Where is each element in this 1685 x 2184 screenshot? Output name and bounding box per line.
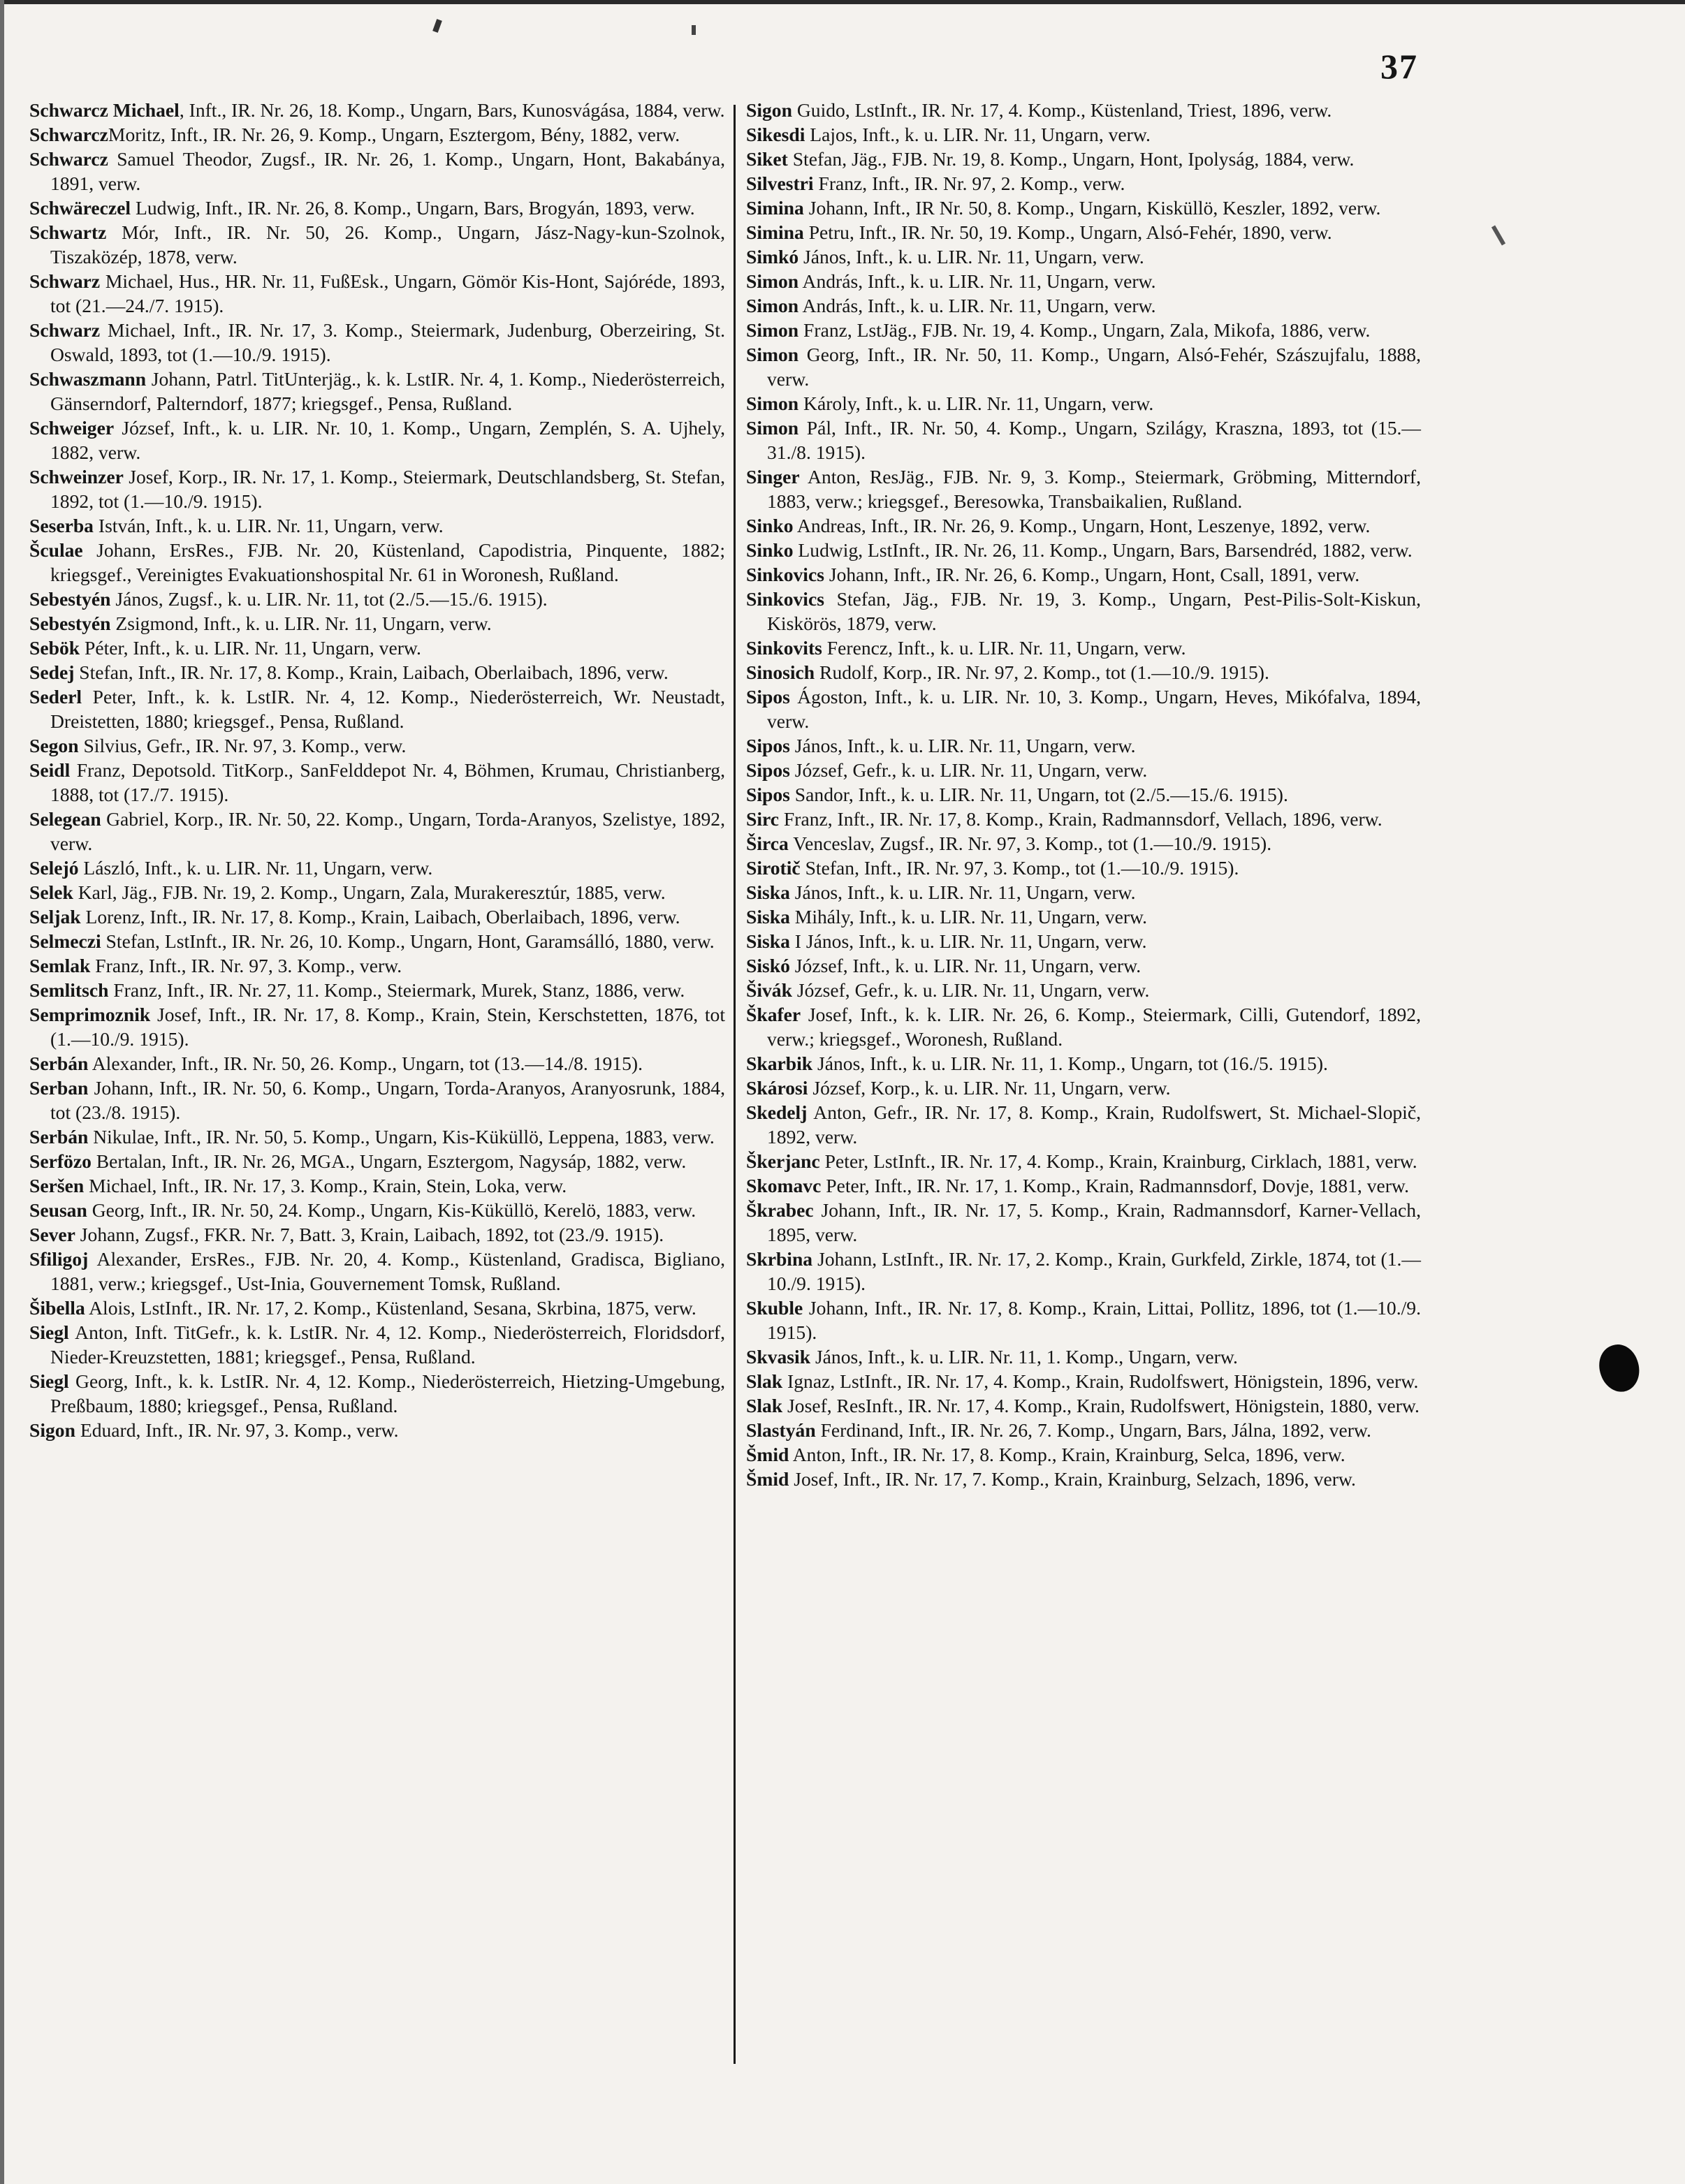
entry-details: József, Korp., k. u. LIR. Nr. 11, Ungarn, verw.	[808, 1077, 1171, 1099]
register-entry	[746, 98, 1421, 122]
entry-surname: Semlak	[29, 955, 91, 976]
entry-details: Johann, LstInft., IR. Nr. 17, 2. Komp., Krain, Gurkfeld, Zirkle, 1874, tot (1.—10./9. 1915).	[767, 1248, 1421, 1294]
entry-surname: Simon	[746, 417, 799, 439]
register-entry	[29, 733, 725, 758]
register-entry	[746, 1051, 1421, 1076]
register-entry	[746, 684, 1421, 733]
register-entry	[746, 293, 1421, 318]
right-column	[746, 98, 1421, 1491]
entry-surname: Segon	[29, 735, 79, 756]
register-entry	[29, 978, 725, 1002]
entry-details: András, Inft., k. u. LIR. Nr. 11, Ungarn, verw.	[798, 295, 1156, 316]
entry-details: Karl, Jäg., FJB. Nr. 19, 2. Komp., Ungarn, Zala, Murakeresztúr, 1885, verw.	[73, 881, 666, 903]
entry-surname: Skuble	[746, 1297, 803, 1319]
register-entry	[29, 684, 725, 733]
entry-surname: Šmid	[746, 1444, 789, 1465]
entry-details: Andreas, Inft., IR. Nr. 26, 9. Komp., Ungarn, Hont, Leszenye, 1892, verw.	[793, 515, 1371, 536]
register-entry	[746, 636, 1421, 660]
register-entry	[746, 880, 1421, 904]
register-entry	[29, 1418, 725, 1442]
entry-details: , Inft., IR. Nr. 26, 18. Komp., Ungarn, Bars, Kunosvágása, 1884, verw.	[179, 99, 725, 121]
register-entry	[746, 464, 1421, 513]
entry-surname: Šibella	[29, 1297, 85, 1319]
entry-details: Stefan, Jäg., FJB. Nr. 19, 8. Komp., Ungarn, Hont, Ipolyság, 1884, verw.	[787, 148, 1355, 170]
register-entry	[29, 1149, 725, 1173]
register-entry	[746, 1100, 1421, 1149]
entry-details: László, Inft., k. u. LIR. Nr. 11, Ungarn, verw.	[78, 857, 433, 879]
entry-details: Franz, Depotsold. TitKorp., SanFelddepot Nr. 4, Böhmen, Krumau, Christianberg, 1888, tot (17./7. 1915).	[50, 759, 725, 805]
register-entry	[746, 538, 1421, 562]
entry-details: Rudolf, Korp., IR. Nr. 97, 2. Komp., tot (1.—10./9. 1915).	[815, 661, 1269, 683]
entry-details: Pál, Inft., IR. Nr. 50, 4. Komp., Ungarn, Szilágy, Kraszna, 1893, tot (15.—31./8. 1915).	[767, 417, 1421, 463]
entry-details: Johann, Inft., IR Nr. 50, 8. Komp., Ungarn, Kisküllö, Keszler, 1892, verw.	[803, 197, 1381, 219]
entry-details: János, Inft., k. u. LIR. Nr. 11, Ungarn, verw.	[798, 246, 1144, 267]
entry-details: András, Inft., k. u. LIR. Nr. 11, Ungarn, verw.	[798, 270, 1156, 292]
entry-details: Josef, Inft., IR. Nr. 17, 7. Komp., Krain, Krainburg, Selzach, 1896, verw.	[789, 1468, 1356, 1490]
register-entry	[29, 122, 725, 147]
register-entry	[29, 904, 725, 929]
register-entry	[29, 953, 725, 978]
entry-surname: Skvasik	[746, 1346, 811, 1368]
entry-details: Michael, Inft., IR. Nr. 17, 3. Komp., Steiermark, Judenburg, Oberzeiring, St. Oswald, 1893, tot (1.—10./9. 1915).	[50, 319, 725, 365]
entry-details: Anton, Gefr., IR. Nr. 17, 8. Komp., Krain, Rudolfswert, St. Michael-Slopič, 1892, verw.	[767, 1101, 1421, 1148]
entry-surname: Schwäreczel	[29, 197, 131, 219]
register-entry	[746, 1149, 1421, 1173]
entry-surname: Semlitsch	[29, 979, 109, 1001]
entry-surname: Simina	[746, 197, 804, 219]
register-entry	[746, 1296, 1421, 1344]
entry-details: Moritz, Inft., IR. Nr. 26, 9. Komp., Ungarn, Esztergom, Bény, 1882, verw.	[108, 124, 680, 145]
register-entry	[29, 98, 725, 122]
entry-details: Franz, Inft., IR. Nr. 27, 11. Komp., Steiermark, Murek, Stanz, 1886, verw.	[108, 979, 685, 1001]
entry-surname: Šmid	[746, 1468, 789, 1490]
entry-details: István, Inft., k. u. LIR. Nr. 11, Ungarn, verw.	[93, 515, 444, 536]
entry-surname: Sever	[29, 1224, 75, 1245]
entry-details: Ignaz, LstInft., IR. Nr. 17, 4. Komp., Krain, Rudolfswert, Hönigstein, 1896, verw.	[782, 1370, 1419, 1392]
entry-surname: Schweinzer	[29, 466, 124, 488]
register-entry	[29, 1198, 725, 1222]
register-entry	[746, 1076, 1421, 1100]
entry-details: Johann, Zugsf., FKR. Nr. 7, Batt. 3, Krain, Laibach, 1892, tot (23./9. 1915).	[75, 1224, 664, 1245]
register-entry	[746, 269, 1421, 293]
entry-surname: Škafer	[746, 1004, 801, 1025]
register-entry	[29, 220, 725, 269]
entry-details: József, Inft., k. u. LIR. Nr. 10, 1. Komp., Ungarn, Zemplén, S. A. Ujhely, 1882, verw.	[50, 417, 725, 463]
page-number: 37	[1380, 47, 1418, 86]
register-entry	[29, 807, 725, 856]
entry-details: Johann, ErsRes., FJB. Nr. 20, Küstenland, Capodistria, Pinquente, 1882; kriegsgef., Vereinigtes Evakuationshospital Nr. 61 in Woronesh, Rußland.	[50, 539, 725, 585]
entry-surname: Škrabec	[746, 1199, 814, 1221]
entry-details: Mór, Inft., IR. Nr. 50, 26. Komp., Ungarn, Jász-Nagy-kun-Szolnok, Tiszaközép, 1878, verw.	[50, 221, 725, 267]
entry-surname: Singer	[746, 466, 800, 488]
entry-surname: Serban	[29, 1077, 89, 1099]
register-entry	[29, 929, 725, 953]
entry-details: Stefan, Inft., IR. Nr. 97, 3. Komp., tot (1.—10./9. 1915).	[800, 857, 1239, 879]
entry-surname: Schweiger	[29, 417, 115, 439]
entry-details: Josef, ResInft., IR. Nr. 17, 4. Komp., Krain, Rudolfswert, Hönigstein, 1880, verw.	[782, 1395, 1420, 1416]
entry-surname: Serbán	[29, 1126, 89, 1148]
register-entry	[746, 660, 1421, 684]
register-entry	[29, 660, 725, 684]
entry-details: János, Zugsf., k. u. LIR. Nr. 11, tot (2./5.—15./6. 1915).	[110, 588, 548, 610]
entry-surname: Simon	[746, 295, 799, 316]
entry-surname: Schwarcz	[29, 124, 108, 145]
entry-surname: Selmeczi	[29, 930, 101, 952]
entry-details: Stefan, Jäg., FJB. Nr. 19, 3. Komp., Ungarn, Pest-Pilis-Solt-Kiskun, Kiskörös, 1879, verw.	[767, 588, 1421, 634]
entry-surname: Schwarz	[29, 270, 101, 292]
entry-details: Stefan, Inft., IR. Nr. 17, 8. Komp., Krain, Laibach, Oberlaibach, 1896, verw.	[74, 661, 669, 683]
entry-details: Josef, Korp., IR. Nr. 17, 1. Komp., Steiermark, Deutschlandsberg, St. Stefan, 1892, tot (1.—10./9. 1915).	[50, 466, 725, 512]
register-entry	[29, 611, 725, 636]
entry-details: Johann, Inft., IR. Nr. 17, 5. Komp., Krain, Radmannsdorf, Karner-Vellach, 1895, verw.	[767, 1199, 1421, 1245]
entry-details: Anton, Inft., IR. Nr. 17, 8. Komp., Krain, Krainburg, Selca, 1896, verw.	[789, 1444, 1345, 1465]
entry-details: Mihály, Inft., k. u. LIR. Nr. 11, Ungarn, verw.	[789, 906, 1148, 928]
entry-surname: Skedelj	[746, 1101, 808, 1123]
entry-surname: Schwarz	[29, 319, 101, 341]
entry-details: Franz, LstJäg., FJB. Nr. 19, 4. Komp., Ungarn, Zala, Mikofa, 1886, verw.	[798, 319, 1371, 341]
entry-surname: Simon	[746, 319, 799, 341]
entry-details: Lorenz, Inft., IR. Nr. 17, 8. Komp., Krain, Laibach, Oberlaibach, 1896, verw.	[80, 906, 680, 928]
scan-mark	[1491, 226, 1505, 246]
entry-details: Ludwig, Inft., IR. Nr. 26, 8. Komp., Ungarn, Bars, Brogyán, 1893, verw.	[131, 197, 695, 219]
entry-surname: Sebestyén	[29, 613, 111, 634]
entry-details: Michael, Hus., HR. Nr. 11, FußEsk., Ungarn, Gömör Kis-Hont, Sajóréde, 1893, tot (21.—24./7. 1915).	[50, 270, 725, 316]
entry-details: I János, Inft., k. u. LIR. Nr. 11, Ungarn, verw.	[789, 930, 1147, 952]
register-entry	[746, 416, 1421, 464]
scan-mark	[692, 25, 696, 35]
entry-details: Ferdinand, Inft., IR. Nr. 26, 7. Komp., Ungarn, Bars, Jálna, 1892, verw.	[815, 1419, 1371, 1441]
entry-surname: Silvestri	[746, 173, 814, 194]
register-entry	[746, 929, 1421, 953]
register-entry	[746, 513, 1421, 538]
register-entry	[746, 856, 1421, 880]
entry-surname: Slastyán	[746, 1419, 816, 1441]
entry-surname: Škerjanc	[746, 1150, 820, 1172]
register-entry	[746, 244, 1421, 269]
entry-surname: Širca	[746, 833, 789, 854]
register-entry	[29, 1076, 725, 1124]
entry-details: János, Inft., k. u. LIR. Nr. 11, 1. Komp., Ungarn, tot (16./5. 1915).	[812, 1053, 1328, 1074]
register-entry	[29, 269, 725, 318]
entry-details: Michael, Inft., IR. Nr. 17, 3. Komp., Krain, Stein, Loka, verw.	[84, 1175, 567, 1196]
entry-details: Stefan, LstInft., IR. Nr. 26, 10. Komp., Ungarn, Hont, Garamsálló, 1880, verw.	[101, 930, 715, 952]
register-entry	[29, 587, 725, 611]
entry-surname: Sigon	[29, 1419, 75, 1441]
register-entry	[29, 367, 725, 416]
entry-surname: Sebök	[29, 637, 80, 659]
entry-surname: Schwarcz	[29, 148, 108, 170]
entry-details: Franz, Inft., IR. Nr. 97, 2. Komp., verw.	[813, 173, 1125, 194]
entry-surname: Slak	[746, 1370, 783, 1392]
register-entry	[746, 831, 1421, 856]
entry-surname: Skarbik	[746, 1053, 813, 1074]
entry-surname: Seusan	[29, 1199, 87, 1221]
entry-details: Ludwig, LstInft., IR. Nr. 26, 11. Komp., Ungarn, Bars, Barsendréd, 1882, verw.	[793, 539, 1413, 561]
entry-details: Sandor, Inft., k. u. LIR. Nr. 11, Ungarn, tot (2./5.—15./6. 1915).	[789, 784, 1288, 805]
entry-details: Károly, Inft., k. u. LIR. Nr. 11, Ungarn, verw.	[798, 393, 1154, 414]
register-entry	[29, 538, 725, 587]
entry-details: Johann, Inft., IR. Nr. 17, 8. Komp., Krain, Littai, Pollitz, 1896, tot (1.—10./9. 1915).	[767, 1297, 1421, 1343]
register-entry	[29, 1320, 725, 1369]
column-divider	[734, 105, 736, 2064]
register-entry	[746, 978, 1421, 1002]
entry-details: Alexander, ErsRes., FJB. Nr. 20, 4. Komp., Küstenland, Gradisca, Bigliano, 1881, verw.; kriegsgef., Ust-Inia, Gouvernement Tomsk, Rußland.	[50, 1248, 725, 1294]
entry-surname: Sipos	[746, 759, 790, 781]
register-entry	[746, 562, 1421, 587]
entry-surname: Sinko	[746, 539, 794, 561]
entry-details: Johann, Inft., IR. Nr. 26, 6. Komp., Ungarn, Hont, Csall, 1891, verw.	[824, 564, 1360, 585]
entry-details: Guido, LstInft., IR. Nr. 17, 4. Komp., Küstenland, Triest, 1896, verw.	[792, 99, 1332, 121]
register-entry	[29, 513, 725, 538]
entry-surname: Sirotič	[746, 857, 801, 879]
register-entry	[29, 636, 725, 660]
register-entry	[746, 1442, 1421, 1467]
entry-surname: Seršen	[29, 1175, 85, 1196]
entry-surname: Siegl	[29, 1321, 69, 1343]
register-entry	[746, 1418, 1421, 1442]
register-entry	[746, 342, 1421, 391]
entry-details: Silvius, Gefr., IR. Nr. 97, 3. Komp., verw.	[78, 735, 407, 756]
entry-surname: Sinosich	[746, 661, 815, 683]
register-entry	[29, 758, 725, 807]
entry-details: János, Inft., k. u. LIR. Nr. 11, 1. Komp., Ungarn, verw.	[810, 1346, 1238, 1368]
entry-surname: Seljak	[29, 906, 81, 928]
entry-surname: Sikesdi	[746, 124, 805, 145]
register-entry	[746, 220, 1421, 244]
entry-surname: Sirc	[746, 808, 780, 830]
register-entry	[29, 416, 725, 464]
entry-surname: Serfözo	[29, 1150, 92, 1172]
entry-surname: Selejó	[29, 857, 79, 879]
entry-surname: Seserba	[29, 515, 94, 536]
entry-surname: Sipos	[746, 735, 790, 756]
entry-details: Josef, Inft., k. k. LIR. Nr. 26, 6. Komp., Steiermark, Cilli, Gutendorf, 1892, verw.; kriegsgef., Woronesh, Rußland.	[767, 1004, 1421, 1050]
entry-details: Bertalan, Inft., IR. Nr. 26, MGA., Ungarn, Esztergom, Nagysáp, 1882, verw.	[91, 1150, 687, 1172]
entry-details: Johann, Patrl. TitUnterjäg., k. k. LstIR. Nr. 4, 1. Komp., Niederösterreich, Gänserndorf, Palterndorf, 1877; kriegsgef., Pensa, Rußland.	[50, 368, 725, 414]
register-entry	[29, 196, 725, 220]
entry-surname: Šivák	[746, 979, 792, 1001]
entry-details: János, Inft., k. u. LIR. Nr. 11, Ungarn, verw.	[789, 881, 1136, 903]
entry-details: Georg, Inft., IR. Nr. 50, 24. Komp., Ungarn, Kis-Küküllö, Kerelö, 1883, verw.	[87, 1199, 696, 1221]
register-entry	[746, 1369, 1421, 1393]
register-entry	[29, 880, 725, 904]
entry-details: Alexander, Inft., IR. Nr. 50, 26. Komp., Ungarn, tot (13.—14./8. 1915).	[88, 1053, 643, 1074]
register-entry	[746, 807, 1421, 831]
entry-surname: Schwaszmann	[29, 368, 147, 390]
entry-details: Franz, Inft., IR. Nr. 17, 8. Komp., Krain, Radmannsdorf, Vellach, 1896, verw.	[779, 808, 1383, 830]
entry-details: Venceslav, Zugsf., IR. Nr. 97, 3. Komp., tot (1.—10./9. 1915).	[788, 833, 1272, 854]
entry-surname: Simina	[746, 221, 804, 243]
entry-surname: Seidl	[29, 759, 71, 781]
entry-surname: Sinkovits	[746, 637, 822, 659]
entry-surname: Serbán	[29, 1053, 89, 1074]
register-entry	[29, 1124, 725, 1149]
register-entry	[746, 1344, 1421, 1369]
entry-details: Zsigmond, Inft., k. u. LIR. Nr. 11, Ungarn, verw.	[110, 613, 492, 634]
entry-surname: Skárosi	[746, 1077, 808, 1099]
scan-mark	[432, 19, 442, 33]
entry-details: Johann, Inft., IR. Nr. 50, 6. Komp., Ungarn, Torda-Aranyos, Aranyosrunk, 1884, tot (23./8. 1915).	[50, 1077, 725, 1123]
register-entry	[746, 587, 1421, 636]
entry-details: Petru, Inft., IR. Nr. 50, 19. Komp., Ungarn, Alsó-Fehér, 1890, verw.	[803, 221, 1332, 243]
entry-details: Georg, Inft., IR. Nr. 50, 11. Komp., Ungarn, Alsó-Fehér, Szászujfalu, 1888, verw.	[767, 344, 1421, 390]
entry-surname: Selek	[29, 881, 73, 903]
entry-details: Josef, Inft., IR. Nr. 17, 8. Komp., Krain, Stein, Kerschstetten, 1876, tot (1.—10./9. 1915).	[50, 1004, 725, 1050]
entry-details: Georg, Inft., k. k. LstIR. Nr. 4, 12. Komp., Niederösterreich, Hietzing-Umgebung, Preßbaum, 1880; kriegsgef., Pensa, Rußland.	[50, 1370, 725, 1416]
entry-details: Alois, LstInft., IR. Nr. 17, 2. Komp., Küstenland, Sesana, Skrbina, 1875, verw.	[85, 1297, 696, 1319]
register-entry	[29, 1222, 725, 1247]
register-entry	[746, 391, 1421, 416]
entry-details: József, Gefr., k. u. LIR. Nr. 11, Ungarn, verw.	[792, 979, 1150, 1001]
register-entry	[746, 122, 1421, 147]
register-entry	[29, 1296, 725, 1320]
entry-details: Ágoston, Inft., k. u. LIR. Nr. 10, 3. Komp., Ungarn, Heves, Mikófalva, 1894, verw.	[767, 686, 1421, 732]
entry-details: József, Gefr., k. u. LIR. Nr. 11, Ungarn, verw.	[789, 759, 1148, 781]
entry-surname: Sipos	[746, 686, 790, 708]
register-entry	[746, 147, 1421, 171]
register-entry	[746, 758, 1421, 782]
entry-surname: Simon	[746, 270, 799, 292]
register-entry	[746, 782, 1421, 807]
entry-surname: Siska	[746, 906, 790, 928]
register-entry	[746, 953, 1421, 978]
register-entry	[29, 1002, 725, 1051]
register-entry	[29, 147, 725, 196]
scan-edge-top	[0, 0, 1685, 4]
entry-surname: Sinkovics	[746, 588, 824, 610]
entry-surname: Schwarcz Michael	[29, 99, 180, 121]
entry-surname: Šculae	[29, 539, 83, 561]
entry-details: Eduard, Inft., IR. Nr. 97, 3. Komp., verw.	[75, 1419, 399, 1441]
entry-surname: Siska	[746, 881, 790, 903]
entry-surname: Simkó	[746, 246, 799, 267]
register-entry	[746, 318, 1421, 342]
entry-surname: Siegl	[29, 1370, 69, 1392]
entry-details: Péter, Inft., k. u. LIR. Nr. 11, Ungarn, verw.	[80, 637, 421, 659]
entry-surname: Siket	[746, 148, 788, 170]
entry-surname: Slak	[746, 1395, 783, 1416]
entry-surname: Skomavc	[746, 1175, 822, 1196]
entry-surname: Sedej	[29, 661, 75, 683]
entry-surname: Sebestyén	[29, 588, 111, 610]
entry-surname: Simon	[746, 393, 799, 414]
entry-surname: Sigon	[746, 99, 792, 121]
entry-details: Nikulae, Inft., IR. Nr. 50, 5. Komp., Ungarn, Kis-Küküllö, Leppena, 1883, verw.	[88, 1126, 715, 1148]
scan-edge-left	[0, 0, 4, 2184]
entry-surname: Sfiligoj	[29, 1248, 89, 1270]
register-entry	[29, 856, 725, 880]
register-entry	[746, 1198, 1421, 1247]
entry-details: Peter, LstInft., IR. Nr. 17, 4. Komp., Krain, Krainburg, Cirklach, 1881, verw.	[819, 1150, 1417, 1172]
register-entry	[29, 318, 725, 367]
register-entry	[29, 1369, 725, 1418]
register-entry	[29, 1051, 725, 1076]
entry-details: Peter, Inft., k. k. LstIR. Nr. 4, 12. Komp., Niederösterreich, Wr. Neustadt, Dreistetten, 1880; kriegsgef., Pensa, Rußland.	[50, 686, 725, 732]
register-entry	[746, 904, 1421, 929]
ink-blot	[1593, 1339, 1646, 1397]
entry-surname: Sipos	[746, 784, 790, 805]
register-entry	[746, 1393, 1421, 1418]
register-entry	[29, 1173, 725, 1198]
register-entry	[746, 196, 1421, 220]
entry-details: Lajos, Inft., k. u. LIR. Nr. 11, Ungarn, verw.	[805, 124, 1151, 145]
entry-details: Gabriel, Korp., IR. Nr. 50, 22. Komp., Ungarn, Torda-Aranyos, Szelistye, 1892, verw.	[50, 808, 725, 854]
entry-surname: Sinkovics	[746, 564, 824, 585]
register-entry	[746, 1002, 1421, 1051]
register-entry	[746, 733, 1421, 758]
register-entry	[29, 1247, 725, 1296]
left-column	[29, 98, 725, 1442]
register-entry	[746, 1173, 1421, 1198]
entry-surname: Siska	[746, 930, 790, 952]
register-entry	[746, 1467, 1421, 1491]
entry-surname: Selegean	[29, 808, 101, 830]
entry-details: Peter, Inft., IR. Nr. 17, 1. Komp., Krain, Radmannsdorf, Dovje, 1881, verw.	[821, 1175, 1409, 1196]
entry-details: József, Inft., k. u. LIR. Nr. 11, Ungarn, verw.	[789, 955, 1141, 976]
entry-surname: Schwartz	[29, 221, 107, 243]
entry-surname: Sinko	[746, 515, 794, 536]
entry-surname: Siskó	[746, 955, 790, 976]
register-entry	[29, 464, 725, 513]
entry-details: Franz, Inft., IR. Nr. 97, 3. Komp., verw.	[90, 955, 402, 976]
entry-surname: Sederl	[29, 686, 82, 708]
entry-surname: Simon	[746, 344, 799, 365]
register-entry	[746, 171, 1421, 196]
entry-details: Ferencz, Inft., k. u. LIR. Nr. 11, Ungarn, verw.	[822, 637, 1186, 659]
entry-details: Samuel Theodor, Zugsf., IR. Nr. 26, 1. Komp., Ungarn, Hont, Bakabánya, 1891, verw.	[50, 148, 725, 194]
register-entry	[746, 1247, 1421, 1296]
entry-details: Anton, ResJäg., FJB. Nr. 9, 3. Komp., Steiermark, Gröbming, Mitterndorf, 1883, verw.; kriegsgef., Beresowka, Transbaikalien, Rußland.	[767, 466, 1421, 512]
entry-details: Anton, Inft. TitGefr., k. k. LstIR. Nr. 4, 12. Komp., Niederösterreich, Floridsdorf, Nieder-Kreuzstetten, 1881; kriegsgef., Pensa, Rußland.	[50, 1321, 725, 1368]
entry-details: János, Inft., k. u. LIR. Nr. 11, Ungarn, verw.	[789, 735, 1136, 756]
entry-surname: Skrbina	[746, 1248, 813, 1270]
entry-surname: Semprimoznik	[29, 1004, 151, 1025]
